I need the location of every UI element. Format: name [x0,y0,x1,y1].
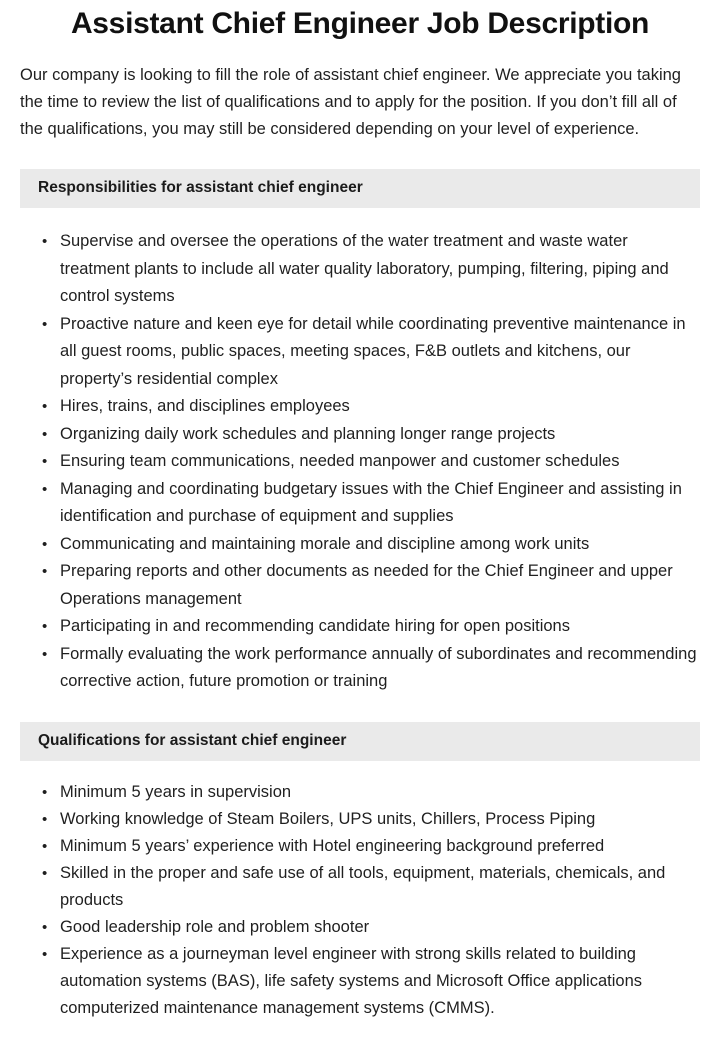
responsibilities-list [20,228,700,696]
list-item [20,941,700,1022]
qualifications-list [20,779,700,1022]
intro-paragraph: Our company is looking to fill the role of assistant chief engineer. We appreciate you taking the time to review the list of qualifications and to apply for the position. If you don’t fill all of the qualifications, you may still be considered depending on your level of experience. [20,66,681,138]
job-description-document [0,4,720,1048]
list-item [20,476,700,531]
list-item [20,641,700,696]
list-item [20,228,700,311]
list-item-text: • Managing and coordinating budgetary issues with the Chief Engineer and assisting in identification and purchase of equipment and supplies [60,479,682,525]
list-item-text: • Supervise and oversee the operations of the water treatment and waste water treatment plants to include all water quality laboratory, pumping, filtering, piping and control systems [60,232,669,305]
list-item-text: • Organizing daily work schedules and planning longer range projects [60,424,556,443]
list-item-text: • Communicating and maintaining morale and discipline among work units [60,534,590,553]
list-item-text: • Skilled in the proper and safe use of all tools, equipment, materials, chemicals, and products [60,863,666,909]
qualifications-section-heading: Qualifications for assistant chief engineer [20,722,700,761]
bottom-spacer [0,1022,720,1048]
list-item [20,914,700,941]
list-item-text: • Formally evaluating the work performance annually of subordinates and recommending corrective action, future promotion or training [60,644,697,690]
list-item [20,393,700,421]
list-item-text: • Experience as a journeyman level engineer with strong skills related to building automation systems (BAS), life safety systems and Microsoft Office applications computerized maintenance management systems (CMMS). [60,944,643,1017]
list-item [20,779,700,806]
list-item-text: • Preparing reports and other documents as needed for the Chief Engineer and upper Operations management [60,562,673,608]
list-item [20,531,700,559]
list-item [20,860,700,914]
list-item-text: • Hires, trains, and disciplines employees [60,397,350,415]
list-item [20,421,700,449]
list-item-text: • Ensuring team communications, needed manpower and customer schedules [60,452,620,470]
list-item-text: • Proactive nature and keen eye for detail while coordinating preventive maintenance in all guest rooms, public spaces, meeting spaces, F&B outlets and kitchens, our property’s residential complex [60,314,686,388]
list-item-text: • Working knowledge of Steam Boilers, UPS units, Chillers, Process Piping [60,809,596,828]
list-item [20,311,700,394]
responsibilities-section-heading: Responsibilities for assistant chief engineer [20,169,700,208]
list-item [20,833,700,860]
qualifications-section [0,722,720,1022]
list-item-text: • Minimum 5 years’ experience with Hotel engineering background preferred [60,836,605,855]
list-item [20,448,700,476]
list-item [20,558,700,613]
list-item [20,806,700,833]
list-item-text: • Minimum 5 years in supervision [60,782,292,801]
list-item-text: • Participating in and recommending candidate hiring for open positions [60,617,570,635]
responsibilities-section [0,169,720,696]
page-title: Assistant Chief Engineer Job Description [70,7,650,40]
list-item-text: • Good leadership role and problem shooter [60,917,370,936]
list-item [20,613,700,641]
